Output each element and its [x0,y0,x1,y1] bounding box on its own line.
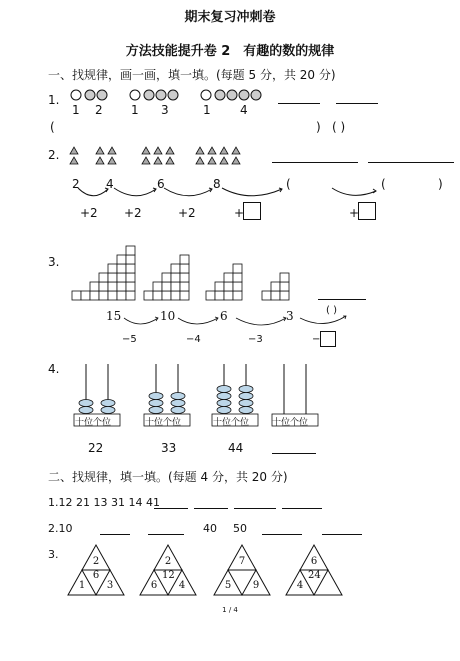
q3-diff-4: − [312,334,321,345]
q2-blank-2[interactable] [368,162,454,163]
q2-triangle-groups [68,146,278,170]
q3-diff-1: −5 [122,334,137,345]
q1-blank-2[interactable] [336,103,378,104]
abacus-bead [171,400,185,407]
abacus-bead [239,400,253,407]
q3-block-staircases [72,240,312,302]
staircase-block [262,291,271,300]
q2-plus-1: + [234,206,245,220]
q2-diff-3: +2 [178,206,196,220]
s2q1-blank-4[interactable] [282,508,322,509]
q3-blank[interactable] [318,299,366,300]
q1-label-6: 4 [240,103,248,117]
q4-value-1: 22 [88,441,104,455]
q1-paren-pair[interactable]: ( ) [332,120,346,134]
abacus-bead [239,407,253,414]
q4-number: 4. [48,362,60,376]
staircase-block [144,291,153,300]
q2-value-2: 4 [106,177,114,191]
q2-value-3: 6 [157,177,165,191]
s2q3-number: 3. [48,548,59,561]
q2-paren-b[interactable]: ( [381,177,386,191]
s2q2-blank-2[interactable] [148,534,184,535]
staircase-block [224,282,233,291]
q2-value-4: 8 [213,177,221,191]
triangle-left-value: 6 [150,580,158,591]
q3-arrows [110,314,410,334]
q2-diff-1: +2 [80,206,98,220]
triangle-right-value: 9 [252,580,260,591]
q2-answer-box-2[interactable] [358,202,376,220]
triangle-top-value: 2 [164,556,172,567]
staircase-block [108,282,117,291]
staircase-block [180,255,189,264]
abacus-bead [217,393,231,400]
staircase-block [206,291,215,300]
q1-label-2: 2 [95,103,103,117]
staircase-block [171,264,180,273]
q2-value-1: 2 [72,177,80,191]
q3-value-2: 10 [160,309,176,323]
q3-value-4: 3 [286,309,294,323]
s2q2-blank-1[interactable] [100,534,130,535]
staircase-block [99,273,108,282]
s2q1-blank-2[interactable] [194,508,228,509]
staircase-block [180,282,189,291]
q3-answer-box[interactable] [320,331,336,347]
staircase-block [99,282,108,291]
staircase-block [271,291,280,300]
staircase-block [233,291,242,300]
staircase-block [180,273,189,282]
section2-heading: 二、找规律，填一填。(每题 4 分，共 20 分) [48,470,288,484]
s2q1-blank-3[interactable] [234,508,276,509]
triangle-center-value: 6 [92,570,100,581]
abacus-bead [79,407,93,414]
s2q2-blank-4[interactable] [322,534,362,535]
s2q2-value-40: 40 [203,522,217,535]
q1-paren-right[interactable]: ) [316,120,321,134]
q1-paren-left: ( [50,120,55,134]
q3-diff-3: −3 [248,334,263,345]
abacus-bead [149,393,163,400]
staircase-block [162,282,171,291]
q1-label-4: 3 [161,103,169,117]
abacus-bead [149,407,163,414]
staircase-block [126,255,135,264]
staircase-block [126,246,135,255]
s2q1-text: 1.12 21 13 31 14 41 [48,496,160,509]
q1-blank-1[interactable] [278,103,320,104]
staircase-block [171,291,180,300]
triangle-left-value: 1 [78,580,86,591]
staircase-block [90,291,99,300]
triangle-top-value: 6 [310,556,318,567]
staircase-block [233,273,242,282]
staircase-block [171,273,180,282]
q2-plus-2: + [349,206,360,220]
staircase-block [81,291,90,300]
q4-blank[interactable] [272,453,316,454]
q2-number: 2. [48,148,60,162]
q4-place-label-2: 十位个位 [145,418,182,428]
q4-value-2: 33 [161,441,177,455]
staircase-block [171,282,180,291]
staircase-block [126,264,135,273]
q3-value-1: 15 [106,309,122,323]
abacus-bead [101,407,115,414]
abacus-bead [171,407,185,414]
abacus-bead [79,400,93,407]
q1-number: 1. [48,93,60,107]
q4-place-label-4: 十位个位 [272,418,309,428]
staircase-block [126,291,135,300]
triangle-top-value: 7 [238,556,246,567]
page-title: 期末复习冲刺卷 [184,10,276,25]
staircase-block [108,273,117,282]
q3-number: 3. [48,255,60,269]
s2q2-prefix: 2.10 [48,522,73,535]
q4-value-3: 44 [228,441,244,455]
staircase-block [280,291,289,300]
q3-value-3: 6 [220,309,228,323]
staircase-block [271,282,280,291]
section1-heading: 一、找规律，画一画，填一填。(每题 5 分，共 20 分) [48,68,336,82]
staircase-block [126,273,135,282]
q3-diff-2: −4 [186,334,201,345]
abacus-bead [171,393,185,400]
q2-paren-a[interactable]: ( [286,177,291,191]
abacus-bead [239,386,253,393]
staircase-block [180,264,189,273]
staircase-block [153,291,162,300]
staircase-block [117,273,126,282]
staircase-block [280,273,289,282]
staircase-block [233,282,242,291]
triangle-right-value: 3 [106,580,114,591]
page-subtitle: 方法技能提升卷 2 有趣的数的规律 [125,44,335,59]
staircase-block [162,273,171,282]
staircase-block [90,282,99,291]
q2-diff-2: +2 [124,206,142,220]
page-number: 1 / 4 [222,606,238,614]
staircase-block [72,291,81,300]
staircase-block [215,282,224,291]
s2q2-blank-3[interactable] [262,534,302,535]
staircase-block [162,291,171,300]
staircase-block [108,291,117,300]
s2q1-blank-1[interactable] [154,508,188,509]
triangle-left-value: 4 [296,580,304,591]
staircase-block [224,273,233,282]
abacus-bead [149,400,163,407]
staircase-block [117,264,126,273]
staircase-block [126,282,135,291]
q1-label-5: 1 [203,103,211,117]
triangle-left-value: 5 [224,580,232,591]
staircase-block [117,282,126,291]
staircase-block [280,282,289,291]
q2-answer-box-1[interactable] [243,202,261,220]
s2q3-triangles [68,543,448,603]
staircase-block [224,291,233,300]
abacus-bead [217,407,231,414]
triangle-right-value: 4 [178,580,186,591]
q4-place-label-3: 十位个位 [213,418,250,428]
q1-label-1: 1 [72,103,80,117]
staircase-block [108,264,117,273]
abacus-bead [217,400,231,407]
abacus-bead [101,400,115,407]
q4-place-label-1: 十位个位 [75,418,112,428]
staircase-block [153,282,162,291]
staircase-block [180,291,189,300]
triangle-center-value: 24 [308,570,321,581]
staircase-block [99,291,108,300]
abacus-bead [239,393,253,400]
staircase-block [117,255,126,264]
abacus-bead [217,386,231,393]
staircase-block [233,264,242,273]
q1-label-3: 1 [131,103,139,117]
triangle-top-value: 2 [92,556,100,567]
staircase-block [215,291,224,300]
q2-paren-close[interactable]: ) [438,177,443,191]
q3-paren[interactable]: ( ) [326,305,337,316]
s2q2-value-50: 50 [233,522,247,535]
staircase-block [117,291,126,300]
triangle-center-value: 12 [162,570,175,581]
q2-blank-1[interactable] [272,162,358,163]
